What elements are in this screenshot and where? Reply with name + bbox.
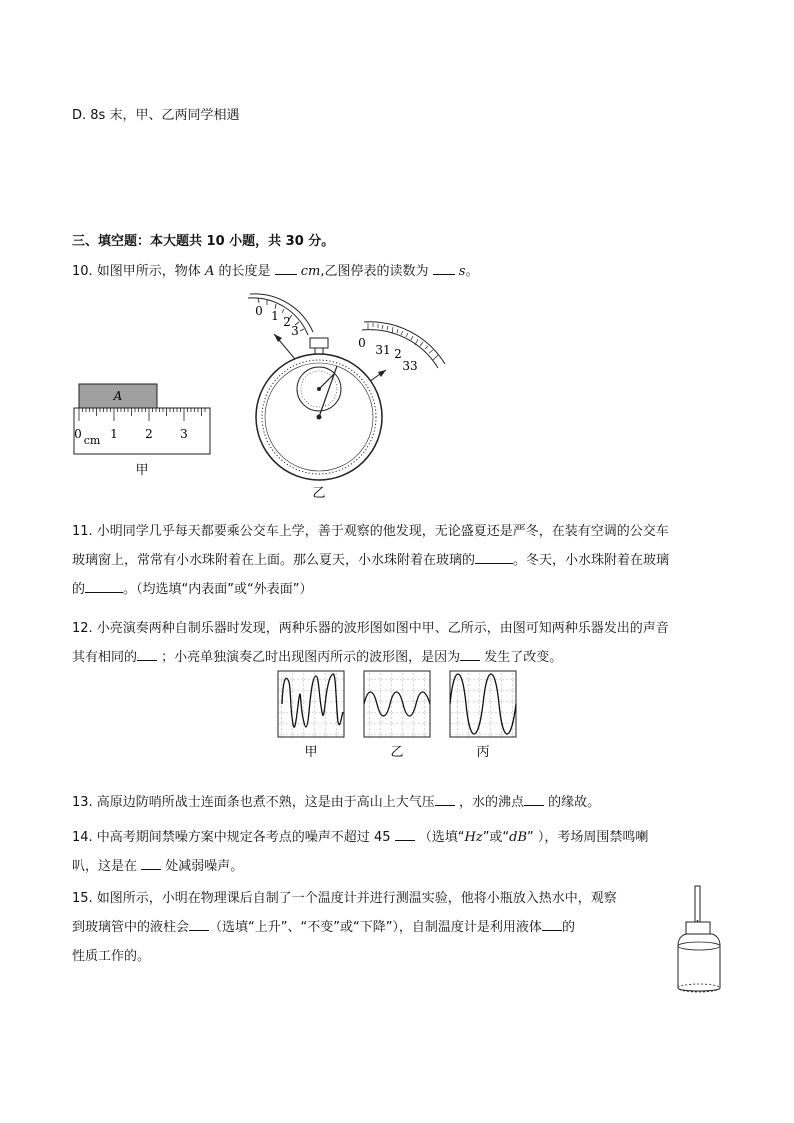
waveform-jia [278, 671, 344, 760]
q10-var-a: A [204, 264, 215, 279]
q13-line [72, 791, 600, 810]
bottle-body [678, 934, 720, 991]
q14-blank-2[interactable] [141, 857, 161, 870]
small-dial-3: 3 [291, 324, 299, 338]
stopwatch-stem [315, 348, 323, 354]
bottle-cap [686, 922, 710, 934]
q11-line2b: 。冬天，小水珠附着在玻璃 [513, 553, 670, 568]
question-10 [72, 260, 478, 279]
q15-blank-2[interactable] [542, 918, 562, 931]
main-center [317, 415, 322, 420]
q14-line2 [72, 855, 243, 874]
q10-unit-cm: cm [300, 264, 321, 279]
waveform-figure [270, 668, 525, 764]
ruler-unit-cm: cm [83, 434, 101, 447]
thermometer-bottle-figure [672, 880, 726, 1000]
q10-mid2: ,乙图停表的读数为 [320, 264, 433, 279]
q11-line3 [72, 578, 312, 597]
large-pointer-arrow [378, 370, 386, 377]
object-a-label: A [113, 389, 123, 403]
q14-line1d: ” ），考场周围禁鸣喇 [527, 830, 649, 845]
q13-a: 13. 高原边防哨所战士连面条也煮不熟，这是由于高山上大气压 [72, 795, 435, 810]
large-dial-31: 31 [375, 343, 391, 357]
ruler-caption: 甲 [135, 463, 149, 478]
q13-blank-2[interactable] [524, 793, 544, 806]
q11-line2a: 玻璃窗上，常常有小水珠附着在上面。那么夏天，小水珠附着在玻璃的 [72, 553, 476, 568]
q12-line2c: 发生了改变。 [480, 650, 563, 665]
q10-blank-2[interactable] [433, 262, 455, 275]
q14-line2b: 处减弱噪声。 [161, 859, 244, 874]
small-pointer-arrow [274, 334, 282, 342]
q11-blank-1[interactable] [475, 551, 513, 564]
q12-blank-1[interactable] [137, 648, 157, 661]
large-dial-33: 33 [402, 359, 418, 373]
q13-blank-1[interactable] [435, 793, 455, 806]
q14-line2a: 叭，这是在 [72, 859, 142, 874]
ruler-label-2: 2 [145, 427, 153, 441]
section-heading: 三、填空题：本大题共 10 小题，共 30 分。 [72, 234, 335, 249]
large-dial-0: 0 [358, 336, 366, 350]
q12-line1: 12. 小亮演奏两种自制乐器时发现，两种乐器的波形图如图中甲、乙所示，由图可知两种乐器发出的声音 [72, 621, 669, 636]
q11-blank-2[interactable] [85, 580, 123, 593]
ruler-figure [70, 380, 215, 480]
ruler-label-1: 1 [110, 427, 118, 441]
q11-line3a: 的 [72, 582, 86, 597]
ruler-label-0: 0 [74, 427, 82, 441]
q14-line1a: 14. 中高考期间禁噪方案中规定各考点的噪声不超过 45 [72, 830, 395, 845]
q14-line1c: ”或“ [482, 830, 510, 845]
waveform-caption-jia: 甲 [304, 745, 318, 760]
q15-line2c: 的 [561, 920, 575, 935]
waveform-yi [364, 671, 430, 760]
small-dial-0: 0 [255, 304, 263, 318]
q10-end: 。 [465, 264, 479, 279]
q14-db: dB [509, 830, 528, 845]
q15-line2a: 到玻璃管中的液柱会 [72, 920, 190, 935]
q11-line2 [72, 549, 669, 568]
waveform-bing [450, 671, 516, 760]
q15-line3: 性质工作的。 [72, 949, 151, 964]
q10-prefix: 10. 如图甲所示，物体 [72, 264, 205, 279]
waveform-caption-bing: 丙 [476, 745, 490, 760]
q12-line2b: ；小亮单独演奏乙时出现图丙所示的波形图，是因为 [157, 650, 461, 665]
q15-line2 [72, 916, 575, 935]
ruler-label-3: 3 [180, 427, 188, 441]
q14-line1 [72, 826, 648, 845]
q12-blank-2[interactable] [460, 648, 480, 661]
q11-line3b: 。（均选填“内表面”或“外表面”） [123, 582, 313, 597]
waveform-caption-yi: 乙 [390, 745, 404, 760]
q10-mid: 的长度是 [214, 264, 275, 279]
large-dial-2: 2 [394, 347, 402, 361]
stopwatch-crown [310, 338, 328, 348]
q15-blank-1[interactable] [189, 918, 209, 931]
option-d: D. 8s 末，甲、乙两同学相遇 [72, 108, 240, 123]
q12-line2a: 其有相同的 [72, 650, 138, 665]
q13-c: 的缘故。 [543, 795, 601, 810]
q11-line1: 11. 小明同学几乎每天都要乘公交车上学，善于观察的他发现，无论盛夏还是严冬，在装有空调的公交车 [72, 524, 669, 539]
q14-hz: Hz [464, 830, 483, 845]
subdial-center [317, 387, 321, 391]
q12-line2 [72, 646, 562, 665]
q14-blank-1[interactable] [395, 828, 415, 841]
q15-line2b: （选填“上升”、“不变”或“下降”），自制温度计是利用液体 [209, 920, 542, 935]
q13-b: ，水的沸点 [454, 795, 524, 810]
q10-unit-s: s [458, 264, 466, 279]
stopwatch-figure [240, 290, 450, 502]
q14-line1b: （选填“ [414, 830, 465, 845]
q10-blank-1[interactable] [275, 262, 297, 275]
ruler-body [74, 408, 210, 454]
small-dial-2: 2 [283, 315, 291, 329]
small-dial-1: 1 [271, 309, 279, 323]
q15-line1: 15. 如图所示，小明在物理课后自制了一个温度计并进行测温实验，他将小瓶放入热水中，观察 [72, 891, 617, 906]
stopwatch-caption: 乙 [312, 486, 326, 501]
